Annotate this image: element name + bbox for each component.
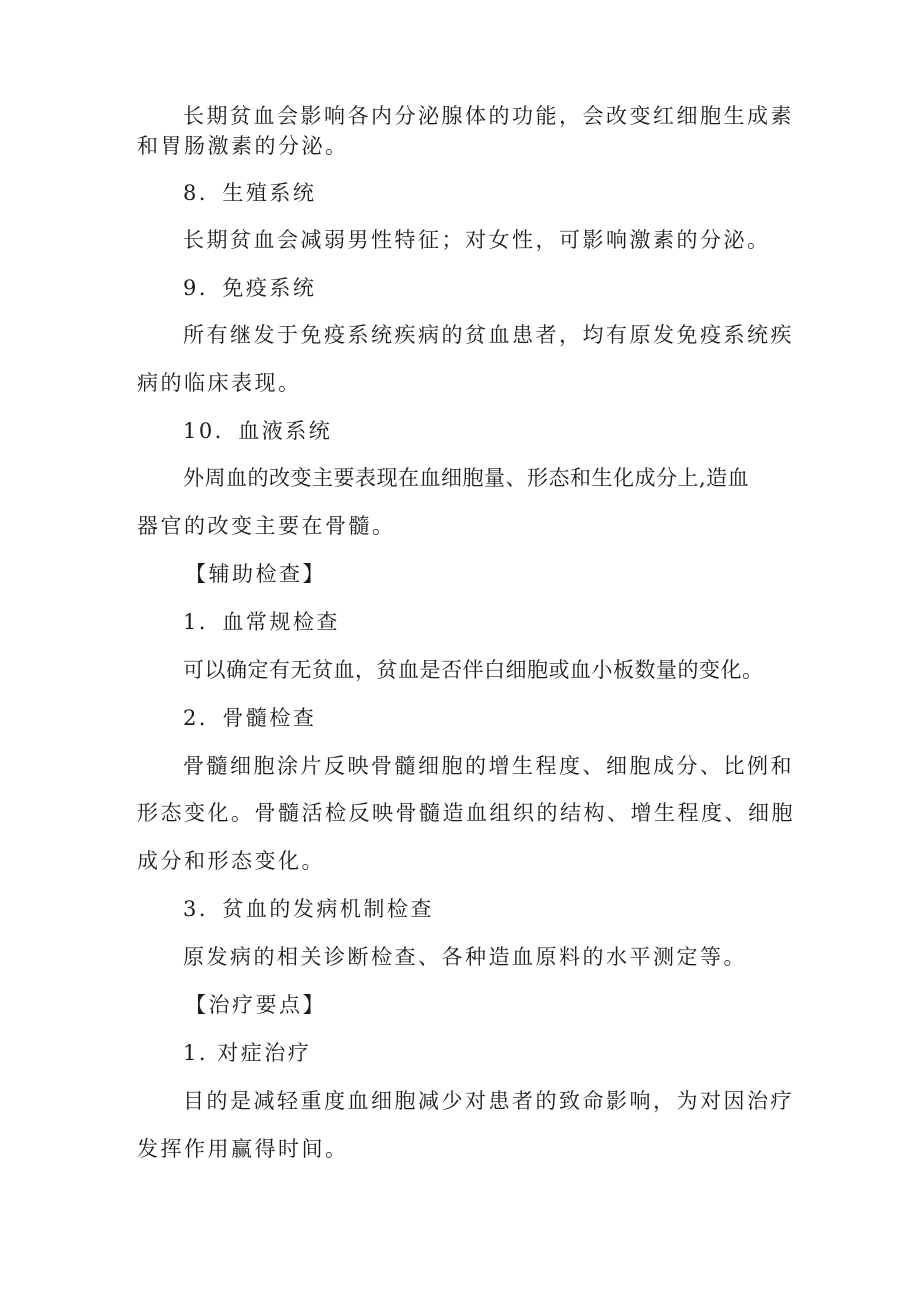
heading-symptomatic-treatment: 1. 对症治疗: [183, 1041, 312, 1065]
paragraph-symptomatic-line2: 发挥作用赢得时间。: [137, 1137, 349, 1161]
paragraph-marrow-line3: 成分和形态变化。: [137, 849, 325, 873]
paragraph-symptomatic-line1: 目的是减轻重度血细胞减少对患者的致命影响，为对因治疗: [183, 1089, 794, 1113]
heading-blood-routine: 1．血常规检查: [183, 610, 340, 634]
heading-blood-system: 10．血液系统: [183, 419, 333, 443]
paragraph-blood-line2: 器官的改变主要在骨髓。: [137, 514, 396, 538]
paragraph-reproductive: 长期贫血会减弱男性特征；对女性，可影响激素的分泌。: [183, 228, 771, 252]
section-title-treatment: 【治疗要点】: [185, 993, 326, 1017]
heading-reproductive-system: 8．生殖系统: [183, 181, 317, 205]
paragraph-immune-line1: 所有继发于免疫系统疾病的贫血患者，均有原发免疫系统疾: [183, 323, 794, 347]
paragraph-endocrine-line2: 和胃肠激素的分泌。: [137, 134, 349, 158]
heading-immune-system: 9．免疫系统: [183, 276, 317, 300]
paragraph-marrow-line2: 形态变化。骨髓活检反映骨髓造血组织的结构、增生程度、细胞: [137, 801, 795, 825]
heading-marrow-exam: 2．骨髓检查: [183, 706, 317, 730]
paragraph-endocrine-line1: 长期贫血会影响各内分泌腺体的功能，会改变红细胞生成素: [183, 104, 794, 128]
heading-pathogenesis-exam: 3．贫血的发病机制检查: [183, 897, 434, 921]
paragraph-blood-line1: 外周血的改变主要表现在血细胞量、形态和生化成分上,造血: [183, 466, 750, 490]
section-title-auxiliary-exam: 【辅助检查】: [185, 562, 326, 586]
paragraph-pathogenesis: 原发病的相关诊断检查、各种造血原料的水平测定等。: [183, 945, 747, 969]
paragraph-immune-line2: 病的临床表现。: [137, 371, 302, 395]
paragraph-blood-routine: 可以确定有无贫血，贫血是否伴白细胞或血小板数量的变化。: [183, 658, 764, 682]
paragraph-marrow-line1: 骨髓细胞涂片反映骨髓细胞的增生程度、细胞成分、比例和: [183, 754, 794, 778]
